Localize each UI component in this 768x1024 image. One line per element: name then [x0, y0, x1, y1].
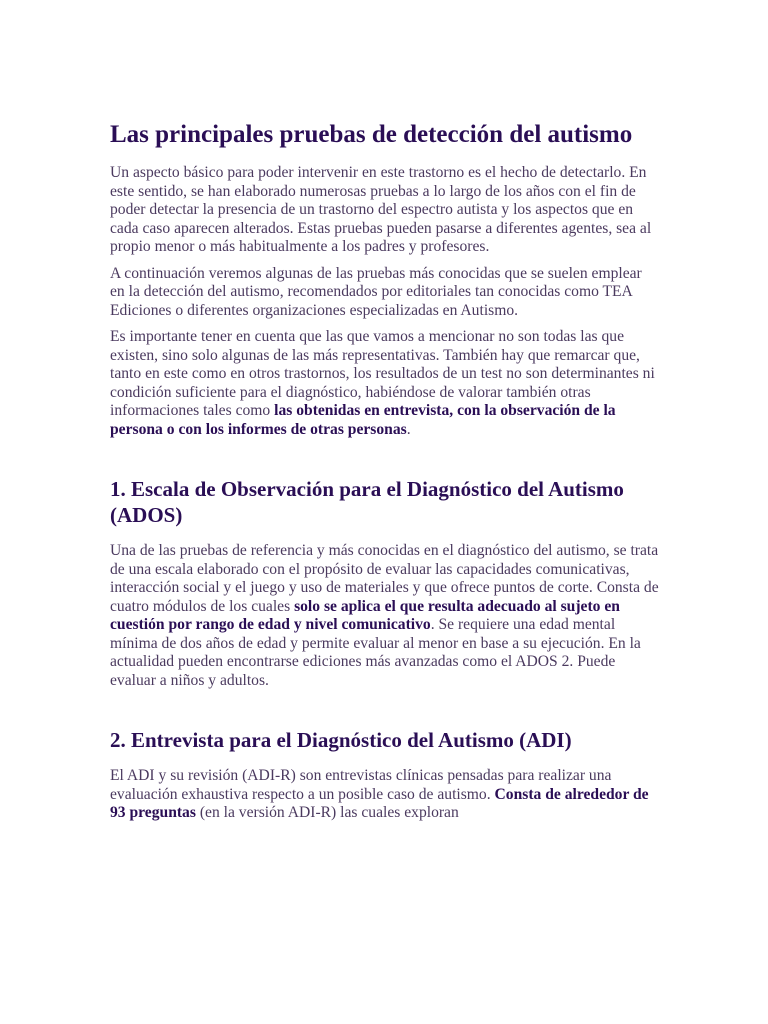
section-2-heading: 2. Entrevista para el Diagnóstico del Autismo (ADI)	[110, 728, 572, 752]
intro-paragraph-3	[110, 328, 660, 439]
intro-paragraph-2: A continuación veremos algunas de las pruebas más conocidas que se suelen emplear en la detección del autismo, recomendados por editoriales tan conocidas como TEA Ediciones o diferentes organizaciones especializadas en Autismo.	[110, 264, 642, 319]
section-2-paragraph	[110, 767, 660, 823]
section-2-end: (en la versión ADI-R) las cuales exploran	[195, 804, 459, 821]
section-1-text: Una de las pruebas de referencia y más conocidas en el diagnóstico del autismo, se trata de una escala elaborado con el propósito de evaluar las capacidades comunicativas, interacción social y el juego y uso de materiales y que ofrece puntos de corte. Consta de cuatro módulos de los cuales	[110, 542, 659, 615]
article-title: Las principales pruebas de detección del autismo	[110, 121, 633, 148]
section-1-paragraph	[110, 542, 660, 690]
intro-paragraph-3-bold: las obtenidas en entrevista, con la observación de la persona o con los informes de otras personas	[110, 402, 616, 438]
section-2-bold: Consta de alrededor de 93 preguntas	[110, 785, 649, 821]
section-1-end: . Se requiere una edad mental mínima de dos años de edad y permite evaluar al menor en base a su ejecución. En la actualidad pueden encontrarse ediciones más avanzadas como el ADOS 2. Puede evaluar a niños y adultos.	[110, 616, 641, 689]
section-2-text: El ADI y su revisión (ADI-R) son entrevistas clínicas pensadas para realizar una evaluación exhaustiva respecto a un posible caso de autismo.	[110, 767, 612, 803]
section-1-bold: solo se aplica el que resulta adecuado al sujeto en cuestión por rango de edad y nivel comunicativo	[110, 597, 620, 633]
section-1-heading: 1. Escala de Observación para el Diagnóstico del Autismo (ADOS)	[110, 477, 624, 527]
intro-paragraph-1: Un aspecto básico para poder intervenir en este trastorno es el hecho de detectarlo. En este sentido, se han elaborado numerosas pruebas a lo largo de los años con el fin de poder detectar la presencia de un trastorno del espectro autista y los aspectos que en cada caso aparecen alterados. Estas pruebas pueden pasarse a diferentes agentes, sea al propio menor o más habitualmente a los padres y profesores.	[110, 164, 652, 255]
article	[110, 120, 660, 831]
intro-paragraph-3-end: .	[406, 420, 411, 438]
intro-paragraph-3-text: Es importante tener en cuenta que las que vamos a mencionar no son todas las que existen, sino solo algunas de las más representativas. También hay que remarcar que, tanto en este como en otros trastornos, los resultados de un test no son determinantes ni condición suficiente para el diagnóstico, habiéndose de valorar también otras informaciones tales como	[110, 328, 655, 419]
